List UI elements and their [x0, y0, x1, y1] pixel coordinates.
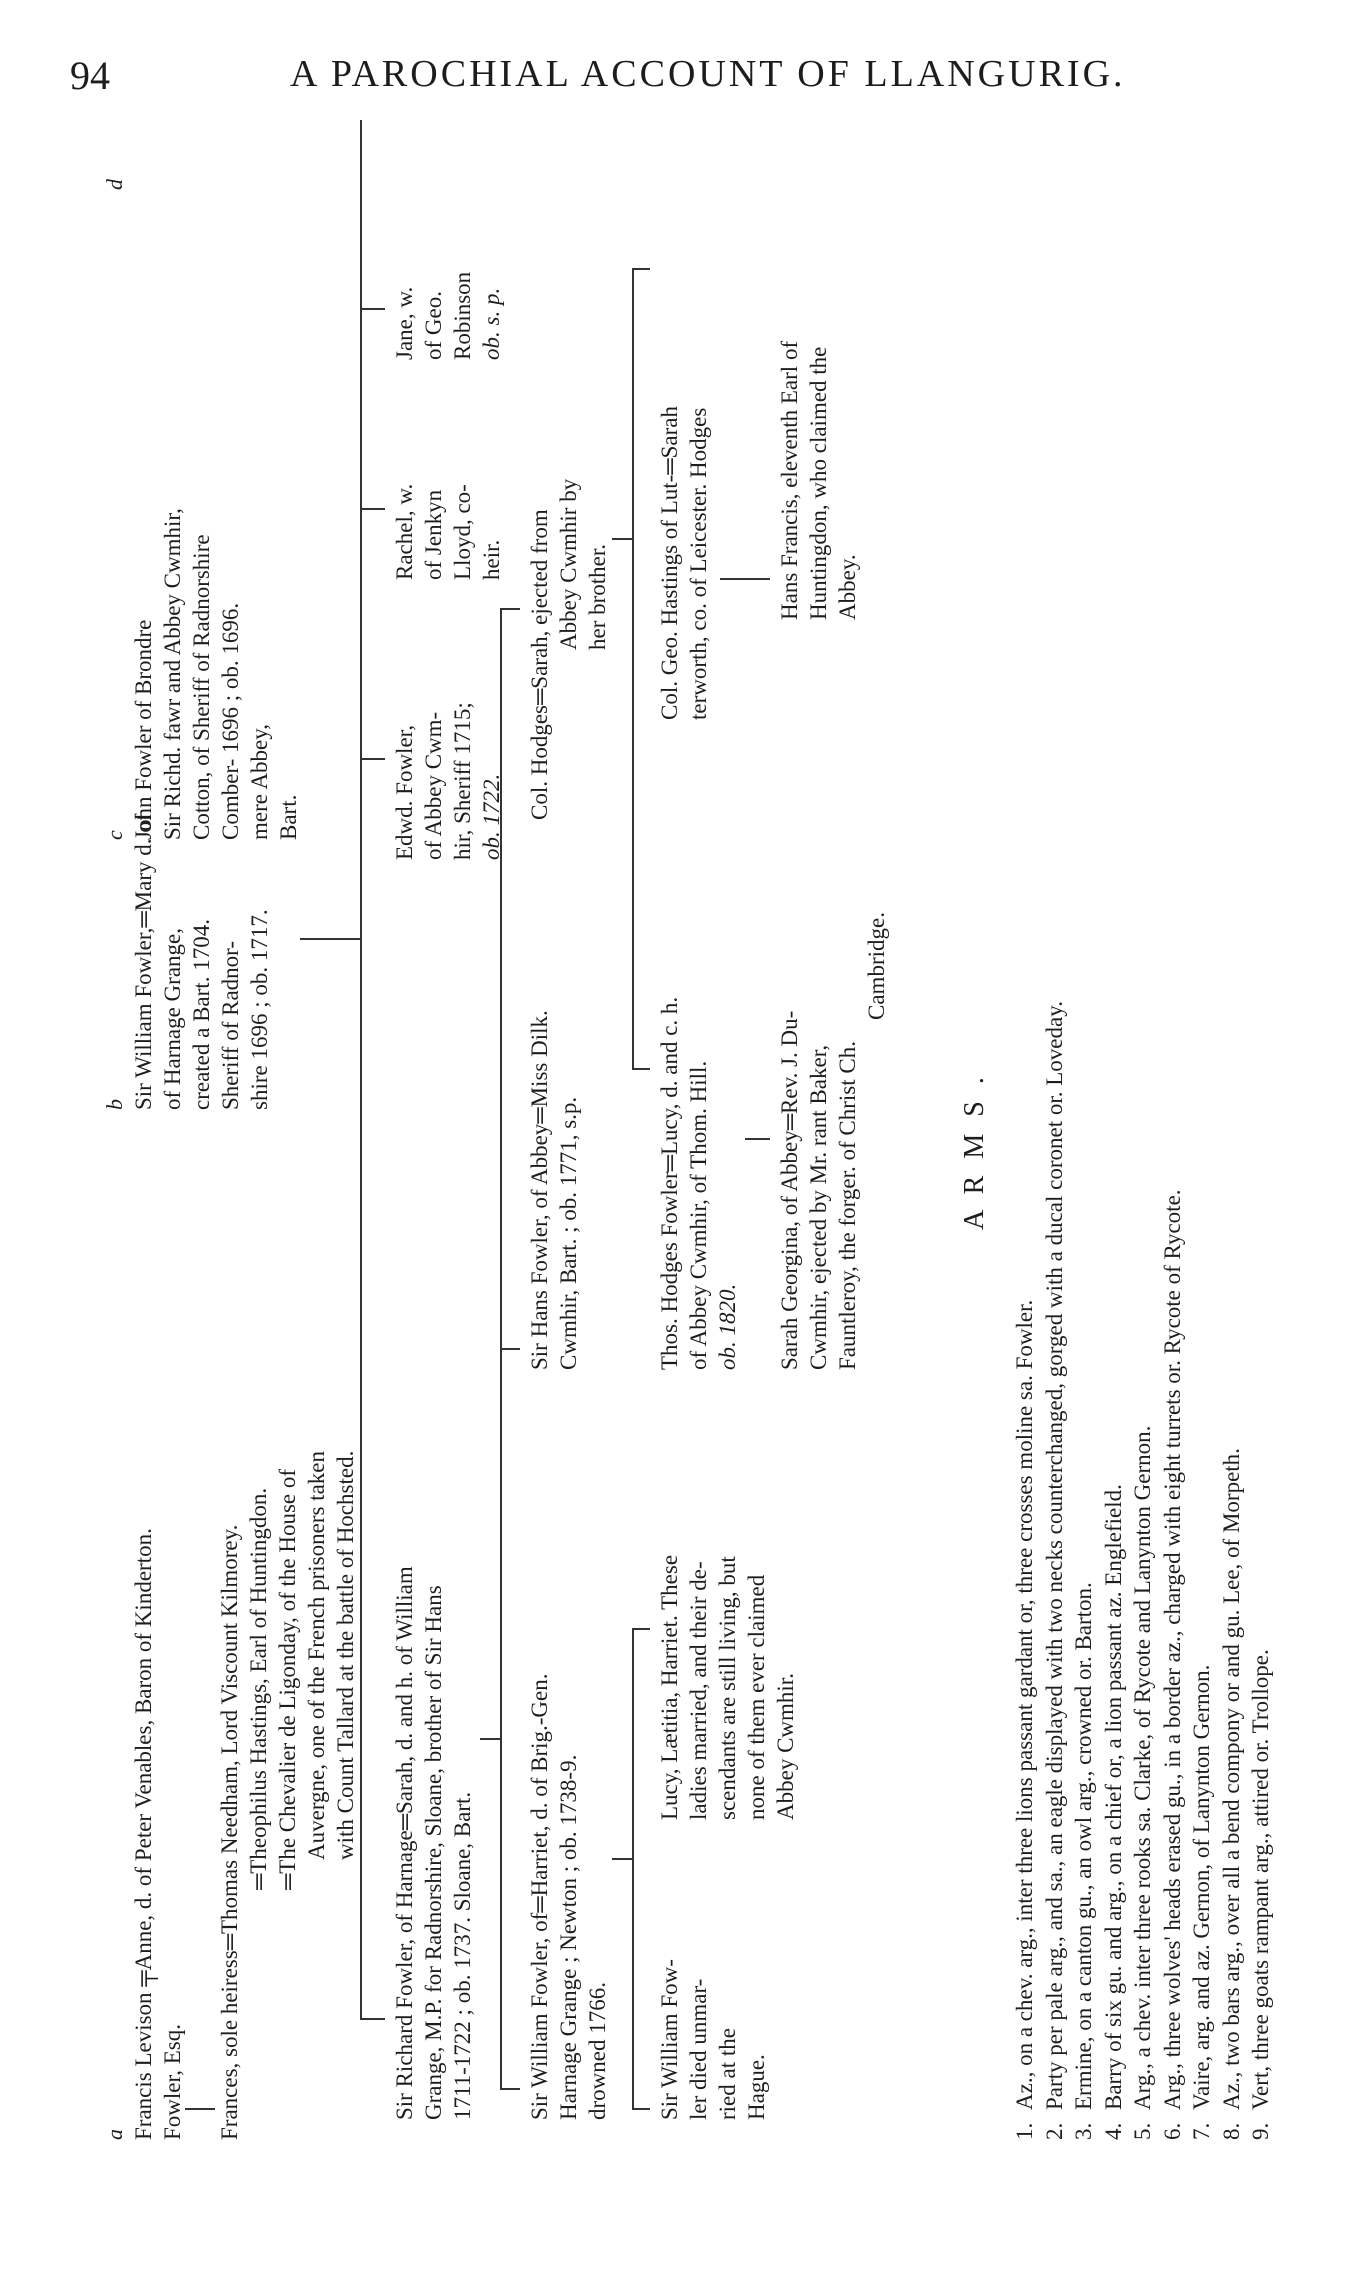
descent-line [360, 758, 385, 760]
line: Huntingdon, who claimed the [806, 346, 831, 620]
arms-item: 4.Barry of six gu. and arg., on a chief or, a lion passant az. Englefield. [1100, 1484, 1126, 2140]
line: Cwmhir, ejected by Mr. rant Baker, [806, 1044, 831, 1370]
line: ob. 1820. [715, 1283, 740, 1370]
running-header [70, 52, 1320, 112]
branch-label-d: d [102, 179, 127, 190]
line: of Jenkyn [421, 489, 446, 580]
line: Hague. [744, 2054, 769, 2120]
line: Sir William Fow- [657, 1959, 682, 2120]
line: Fauntleroy, the forger. of Christ Ch. [835, 1041, 860, 1370]
arms-item: 5.Arg., a chev. inter three rooks sa. Clarke, of Rycote and Lanynton Gernon. [1130, 1425, 1155, 2140]
line: Sir William Fowler,═Mary d. of [131, 813, 156, 1110]
line: Lloyd, co- [450, 484, 475, 580]
line: Sarah Georgina, of Abbey═Rev. J. Du- [777, 1010, 802, 1370]
line: Hans Francis, eleventh Earl of [777, 340, 802, 620]
sibling-bracket [632, 1630, 634, 2110]
line: ler died unmar- [686, 1978, 711, 2120]
line: John Fowler of Brondre [131, 619, 156, 840]
line: Cotton, of Sheriff of Radnorshire [189, 534, 214, 840]
line: Sir William Fowler, of═Harriet, d. of Brig.-Gen. [527, 1673, 552, 2120]
line: Frances, sole heiress═Thomas Needham, Lord Viscount Kilmorey. [217, 1524, 242, 2140]
person-col-hodges [525, 479, 612, 820]
branch-label-b: b [102, 1099, 127, 1110]
arms-item: 8.Az., two bars arg., over all a bend compony or and gu. Lee, of Morpeth. [1218, 1448, 1244, 2140]
person-rachel [390, 484, 506, 580]
person-francis [100, 1528, 187, 2140]
line: Lucy, Lætitia, Harriet. These [657, 1554, 682, 1820]
line: her brother. [585, 543, 610, 650]
line: of Geo. [421, 291, 446, 360]
page-number: 94 [70, 53, 110, 98]
descent-line [632, 268, 650, 270]
line: Thos. Hodges Fowler═Lucy, d. and c. h. [657, 996, 682, 1370]
arms-item: 6.Arg., three wolves' heads erased gu., in a border az., charged with eight turrets or. Rycote of Rycote. [1159, 1189, 1185, 2140]
arms-item: 1.Az., on a chev. arg., inter three lions passant gardant or, three crosses moline sa. Fowler. [1012, 1299, 1037, 2140]
sibling-bracket [360, 120, 362, 2020]
arms-item: 3.Ermine, on a canton gu., an owl arg., crowned or. Barton. [1071, 1582, 1096, 2140]
line: Edwd. Fowler, [392, 724, 417, 860]
branch-label-a: a [102, 2129, 127, 2140]
descent-line [745, 1138, 770, 1140]
line: Bart. [276, 794, 301, 840]
arms-item: 7.Vaire, arg. and az. Gernon, of Lanynton Gernon. [1189, 1664, 1214, 2140]
running-title: A PAROCHIAL ACCOUNT OF LLANGURIG. [290, 53, 1126, 95]
arms-list [1010, 170, 1276, 2140]
line: Jane, w. [392, 286, 417, 360]
line: 1711-1722 ; ob. 1737. Sloane, Bart. [450, 1791, 475, 2120]
line: Sir Richd. fawr and Abbey Cwmhir, [160, 508, 185, 840]
descent-line [500, 1348, 520, 1350]
person-sir-william-fowler [100, 814, 274, 1110]
line: Sir Richard Fowler, of Harnage═Sarah, d. and h. of William [392, 1566, 417, 2120]
line: Abbey. [835, 554, 860, 620]
descent-line [632, 1628, 650, 1630]
descent-line [612, 1858, 632, 1860]
line: Sir Hans Fowler, of Abbey═Miss Dilk. [527, 1010, 552, 1370]
person-col-geo-hastings [655, 406, 713, 720]
person-sir-hans-fowler [525, 1010, 583, 1370]
line: Col. Geo. Hastings of Lut-═Sarah [657, 406, 682, 720]
line: Auvergne, one of the French prisoners taken [304, 1451, 329, 1860]
line: Abbey Cwmhir by [556, 478, 581, 650]
line: Francis Levison ╤Anne, d. of Peter Venables, Baron of Kinderton. [131, 1528, 156, 2140]
descent-line [480, 1738, 500, 1740]
person-jane [390, 272, 506, 360]
line: ob. 1722. [479, 773, 504, 860]
line: created a Bart. 1704. [189, 919, 214, 1110]
arms-heading: A R M S . [959, 1072, 990, 1230]
line: Comber- 1696 ; ob. 1696. [218, 602, 243, 840]
line: ═The Chevalier de Ligonday, of the House of [275, 1468, 300, 1890]
line: none of them ever claimed [744, 1574, 769, 1820]
descent-line [500, 2088, 520, 2090]
person-sir-richard-fowler [390, 1566, 477, 2120]
line: Cambridge. [864, 912, 889, 1020]
line: heir. [479, 539, 504, 580]
person-sarah-georgina [775, 912, 891, 1370]
descent-line [632, 1068, 650, 1070]
line: of Harnage Grange, [160, 928, 185, 1110]
person-lucy-laetitia-harriet [655, 1555, 800, 1820]
line: ob. s. p. [479, 287, 504, 360]
sibling-bracket [632, 270, 634, 1070]
branch-label-c: c [102, 830, 127, 840]
person-hans-francis [775, 341, 862, 620]
descent-line [300, 938, 360, 940]
line: of Abbey Cwm- [421, 711, 446, 860]
descent-line [360, 308, 385, 310]
descent-line [185, 2108, 215, 2110]
descent-line [360, 2018, 385, 2020]
descent-line [500, 608, 520, 610]
rotated-pedigree-page [100, 150, 1280, 2140]
descent-line [360, 508, 385, 510]
line: of Abbey Cwmhir, of Thom. Hill. [686, 1060, 711, 1370]
line: hir, Sheriff 1715; [450, 702, 475, 860]
line: ladies married, and their de- [686, 1561, 711, 1820]
person-sir-william-fowler-3 [655, 1959, 771, 2120]
line: Grange, M.P. for Radnorshire, Sloane, brother of Sir Hans [421, 1585, 446, 2120]
line: Robinson [450, 271, 475, 360]
person-thos-hodges-fowler [655, 997, 742, 1370]
sibling-bracket [500, 610, 502, 2090]
line: Sheriff of Radnor- [218, 940, 243, 1110]
line: ═Theophilus Hastings, Earl of Huntingdon. [246, 1487, 271, 1890]
descent-line [632, 2108, 650, 2110]
line: Abbey Cwmhir. [773, 1673, 798, 1820]
line: Col. Hodges═Sarah, ejected from [527, 509, 552, 820]
line: Fowler, Esq. [160, 2024, 185, 2140]
line: mere Abbey, [247, 723, 272, 840]
person-edwd-fowler [390, 702, 506, 860]
person-frances [215, 1451, 360, 2140]
arms-item: 9.Vert, three goats rampant arg., attired or. Trollope. [1248, 1649, 1273, 2140]
line: drowned 1766. [585, 1982, 610, 2120]
line: with Count Tallard at the battle of Hochsted. [333, 1450, 358, 1860]
line: Harnage Grange ; Newton ; ob. 1738-9. [556, 1754, 581, 2120]
person-john-fowler [100, 508, 303, 840]
line: terworth, co. of Leicester. Hodges [686, 407, 711, 720]
line: scendants are still living, but [715, 1556, 740, 1820]
branch-d [100, 179, 129, 190]
line: shire 1696 ; ob. 1717. [247, 909, 272, 1110]
descent-line [720, 578, 770, 580]
line: Cwmhir, Bart. ; ob. 1771, s.p. [556, 1096, 581, 1370]
line: Rachel, w. [392, 483, 417, 580]
descent-line [612, 538, 632, 540]
line: ried at the [715, 2028, 740, 2120]
arms-item: 2.Party per pale arg., and sa., an eagle displayed with two necks counterchanged, gorged with a ducal coronet or. Loveday. [1041, 1001, 1067, 2140]
person-sir-william-fowler-2 [525, 1674, 612, 2120]
